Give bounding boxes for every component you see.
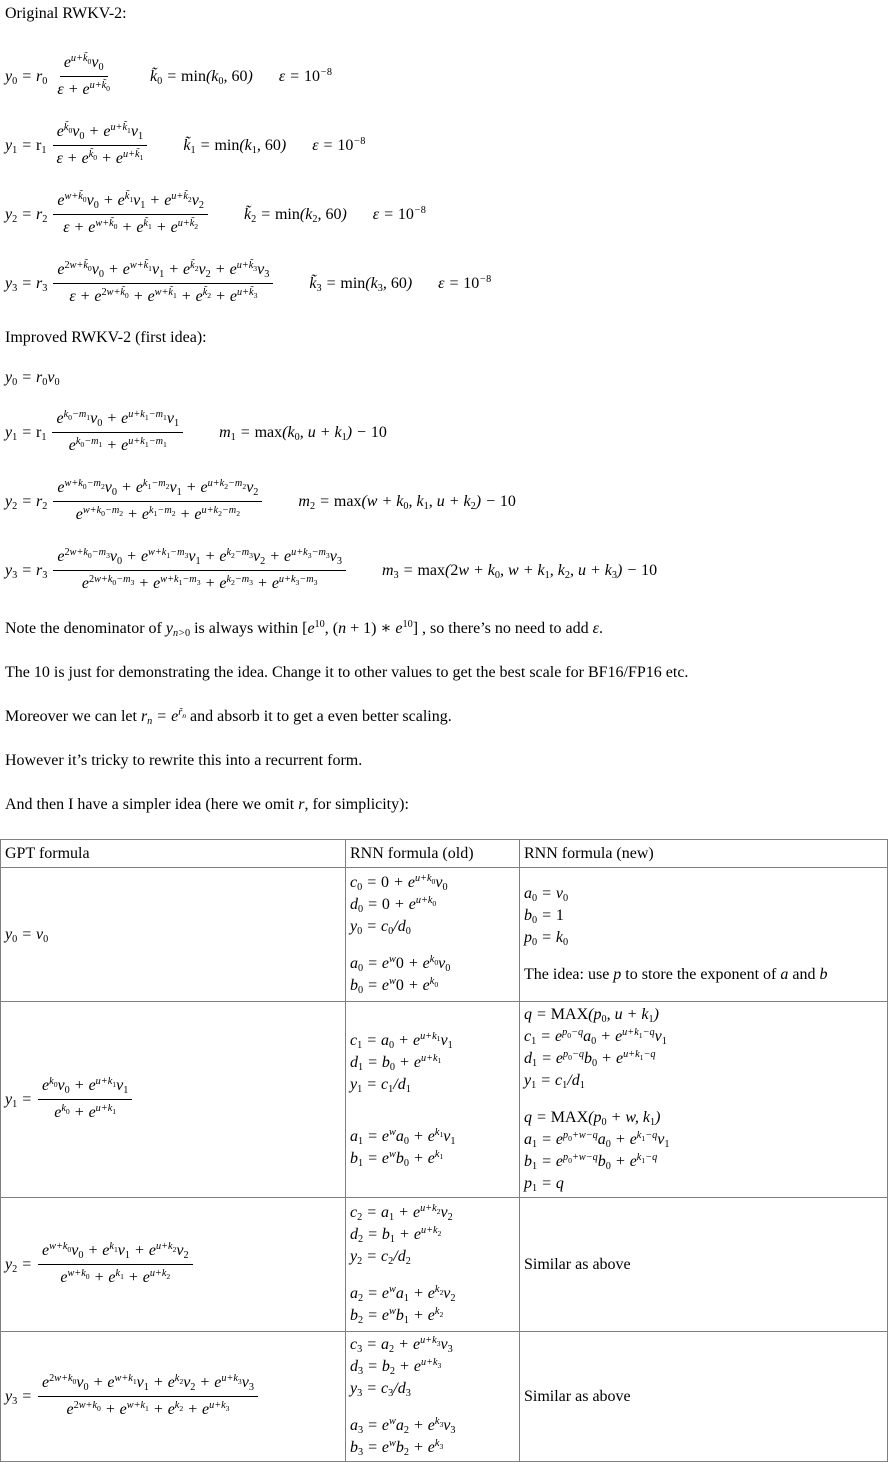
equation-line — [524, 927, 883, 949]
equation-line — [350, 872, 515, 894]
fraction — [53, 259, 273, 308]
column-header-2: RNN formula (old) — [346, 840, 520, 868]
math-segment: k̃2 = min(k2, 60) — [243, 205, 347, 225]
fraction-numerator: $e^{w+k_0}v0 + e^{k_1}v1 + e^{u+k_2}v2$ — [38, 1240, 193, 1265]
equation-line — [524, 1129, 883, 1151]
math-segment: p0 = k0 — [524, 929, 569, 949]
math-segment: $d1 = e^{p_0-q}b0 + e^{u+k_1-q}$ — [524, 1049, 656, 1070]
equation-line — [350, 1202, 515, 1224]
math-segment: y0 = c0/d0 — [350, 918, 411, 938]
math-segment: $a3 = e^wa2 + e^{k_3}v3$ — [350, 1416, 456, 1437]
math-segment: $b3 = e^wb2 + e^{k_3}$ — [350, 1438, 444, 1459]
math-segment: $b1 = e^wb0 + e^{k_1}$ — [350, 1148, 444, 1169]
math-segment: k̃0 = min(k0, 60) — [150, 67, 253, 87]
fraction — [52, 408, 183, 457]
original-formula-y2 — [5, 190, 888, 239]
fraction — [53, 52, 114, 101]
equation-line — [5, 924, 341, 946]
section-heading-improved: Improved RWKV-2 (first idea): — [5, 329, 207, 346]
table-header-row — [1, 840, 888, 868]
equation-line — [350, 938, 515, 953]
equation-line — [524, 1386, 883, 1408]
fraction-numerator: $e^{k_0-m_1}v0 + e^{u+k_1-m_1}v1$ — [52, 408, 183, 433]
equation-line — [350, 1111, 515, 1126]
table-head — [1, 840, 888, 868]
equation-line — [524, 905, 883, 927]
table-body — [1, 868, 888, 1462]
equation-line — [524, 1151, 883, 1173]
cell-row1-new — [520, 868, 888, 1002]
fraction-denominator: $e^{k_0-m_1} + e^{u+k_1-m_1}$ — [68, 436, 167, 454]
math-segment: $\varepsilon = 10^{-8}$ — [312, 135, 366, 154]
equation-line — [524, 1173, 883, 1195]
math-segment: $a1 = e^{p_0+w-q}a0 + e^{k_1-q}v1$ — [524, 1130, 670, 1151]
math-segment: y0 = r0 — [5, 67, 48, 87]
original-formula-y3 — [5, 259, 888, 308]
math-segment: k̃1 = min(k1, 60) — [183, 136, 287, 156]
equation-line — [350, 1415, 515, 1437]
improved-formula-y3 — [5, 546, 888, 595]
math-segment: The idea: use p to store the exponent of a and b — [524, 966, 828, 983]
table-row-4 — [1, 1332, 888, 1462]
cell-row4-gpt — [1, 1332, 346, 1462]
fraction-numerator: $e^{2w+k_0}v0 + e^{w+k_1}v1 + e^{k_2}v2 + e^{u+k_3}v3$ — [38, 1372, 258, 1397]
math-segment: $a1 = e^wa0 + e^{k_1}v1$ — [350, 1126, 456, 1147]
fraction-denominator: $e^{2w+k_0} + e^{w+k_1} + e^{k_2} + e^{u+k_3}$ — [66, 1400, 230, 1418]
fraction-denominator: $\varepsilon + e^{u+k̃_0}$ — [57, 80, 111, 98]
cell-row1-old — [346, 868, 520, 1002]
math-segment: m3 = max(2w + k0, w + k1, k2, u + k3) − 10 — [381, 561, 658, 581]
fraction-denominator: $\varepsilon + e^{k̃_0} + e^{u+k̃_1}$ — [56, 149, 144, 167]
fraction — [53, 190, 208, 239]
equation-line — [350, 1400, 515, 1415]
cell-row1-gpt — [1, 868, 346, 1002]
fraction — [38, 1075, 132, 1124]
math-segment: y0 = r0v0 — [5, 369, 60, 389]
fraction — [53, 546, 346, 595]
equation-line — [350, 1283, 515, 1305]
fraction-denominator: $e^{2w+k_0-m_3} + e^{w+k_1-m_3} + e^{k_2-m_3} + e^{u+k_3-m_3}$ — [81, 574, 318, 592]
cell-row4-old — [346, 1332, 520, 1462]
equation-line — [524, 1070, 883, 1092]
equation-line — [350, 916, 515, 938]
equation-line — [350, 953, 515, 975]
equation-line — [524, 1004, 883, 1026]
note-2: The 10 is just for demonstrating the idea. Change it to other values to get the best scale for BF16/FP16 etc. — [5, 664, 689, 681]
equation-line — [350, 1096, 515, 1111]
equation-line — [524, 1026, 883, 1048]
fraction-numerator: $e^{2w+k_0-m_3}v0 + e^{w+k_1-m_3}v1 + e^{k_2-m_3}v2 + e^{u+k_3-m_3}v3$ — [53, 546, 346, 571]
formula-comparison-table — [0, 839, 888, 1462]
math-segment: m2 = max(w + k0, k1, u + k2) − 10 — [298, 492, 516, 512]
equation-line — [350, 1148, 515, 1170]
fraction — [38, 1372, 258, 1421]
improved-formula-y0 — [5, 368, 888, 388]
equation-line — [350, 1246, 515, 1268]
math-segment: $d2 = b1 + e^{u+k_2}$ — [350, 1225, 442, 1246]
math-segment: b0 = 1 — [524, 907, 564, 927]
original-formula-y0 — [5, 52, 888, 101]
original-formula-list — [0, 52, 888, 308]
note-4: However it’s tricky to rewrite this into a recurrent form. — [5, 752, 363, 769]
fraction-numerator: $e^{k_0}v0 + e^{u+k_1}v1$ — [38, 1075, 132, 1100]
fraction-numerator: $e^{w+k̃_0}v0 + e^{k̃_1}v1 + e^{u+k̃_2}v2$ — [53, 190, 208, 215]
fraction — [38, 1240, 193, 1289]
equation-line — [350, 1378, 515, 1400]
table-row-2 — [1, 1002, 888, 1198]
math-segment: $a0 = e^w0 + e^{k_0}v0$ — [350, 954, 451, 975]
math-segment: $c1 = a0 + e^{u+k_1}v1$ — [350, 1030, 453, 1051]
equation-line — [350, 1074, 515, 1096]
math-segment: y1 = r1 — [5, 136, 47, 156]
fraction-denominator: $e^{k_0} + e^{u+k_1}$ — [54, 1103, 117, 1121]
notes-block — [0, 619, 888, 815]
math-segment: $a2 = e^wa1 + e^{k_2}v2$ — [350, 1284, 456, 1305]
cell-row2-gpt — [1, 1002, 346, 1198]
equation-line — [5, 1372, 341, 1421]
math-segment: $c3 = a2 + e^{u+k_3}v3$ — [350, 1335, 453, 1356]
math-segment: y0 = v0 — [5, 925, 49, 945]
math-segment: y2 = r2 — [5, 205, 48, 225]
equation-line — [350, 975, 515, 997]
math-segment: $b2 = e^wb1 + e^{k_2}$ — [350, 1306, 444, 1327]
original-formula-y1 — [5, 121, 888, 170]
equation-line — [350, 1268, 515, 1283]
math-segment: $c2 = a1 + e^{u+k_2}v2$ — [350, 1203, 453, 1224]
equation-line — [350, 894, 515, 916]
fraction-numerator: $e^{2w+k̃_0}v0 + e^{w+k̃_1}v1 + e^{k̃_2}v2 + e^{u+k̃_3}v3$ — [53, 259, 273, 284]
math-segment: a0 = v0 — [524, 885, 569, 905]
equation-line — [5, 1240, 341, 1289]
fraction-denominator: $e^{w+k_0-m_2} + e^{k_1-m_2} + e^{u+k_2-m_2}$ — [75, 505, 241, 523]
cell-row2-old — [346, 1002, 520, 1198]
equation-line — [350, 1052, 515, 1074]
equation-line — [350, 1126, 515, 1148]
math-segment: $b1 = e^{p_0+w-q}b0 + e^{k_1-q}$ — [524, 1152, 658, 1173]
table-row-3 — [1, 1198, 888, 1332]
math-segment: y2 = c2/d2 — [350, 1248, 411, 1268]
cell-row4-new — [520, 1332, 888, 1462]
equation-line — [524, 883, 883, 905]
table-row-1 — [1, 868, 888, 1002]
math-segment: $c1 = e^{p_0-q}a0 + e^{u+k_1-q}v1$ — [524, 1027, 667, 1048]
cell-row3-new — [520, 1198, 888, 1332]
fraction-denominator: $\varepsilon + e^{w+k̃_0} + e^{k̃_1} + e^{u+k̃_2}$ — [63, 218, 199, 236]
equation-line — [350, 1334, 515, 1356]
math-segment: y1 = — [5, 1090, 33, 1110]
cell-row2-new — [520, 1002, 888, 1198]
fraction-numerator: $e^{u+k̃_0}v0$ — [60, 52, 108, 77]
math-segment: Similar as above — [524, 1255, 631, 1273]
note-5: And then I have a simpler idea (here we omit r, for simplicity): — [5, 796, 409, 813]
math-segment: $b0 = e^w0 + e^{k_0}$ — [350, 976, 439, 997]
fraction-denominator: $\varepsilon + e^{2w+k̃_0} + e^{w+k̃_1} + e^{k̃_2} + e^{u+k̃_3}$ — [69, 287, 258, 305]
math-segment: y2 = r2 — [5, 492, 48, 512]
equation-line — [5, 1075, 341, 1124]
equation-line — [524, 1092, 883, 1107]
math-segment: y1 = c1/d1 — [350, 1075, 411, 1095]
math-segment: y3 = r3 — [5, 561, 48, 581]
math-segment: y2 = — [5, 1255, 33, 1275]
math-segment: $\varepsilon = 10^{-8}$ — [372, 204, 426, 223]
equation-line — [524, 949, 883, 964]
equation-line — [524, 964, 883, 986]
math-segment: $\varepsilon = 10^{-8}$ — [438, 273, 492, 292]
math-segment: $d3 = b2 + e^{u+k_3}$ — [350, 1357, 442, 1378]
equation-line — [524, 1107, 883, 1129]
math-segment: p1 = q — [524, 1175, 564, 1195]
equation-line — [350, 1305, 515, 1327]
note-1: Note the denominator of yn>0 is always within [$e^{10}$, (n + 1) ∗ $e^{10}$] , so there’s no need to add ε. — [5, 619, 603, 640]
cell-row3-gpt — [1, 1198, 346, 1332]
column-header-1: GPT formula — [1, 840, 346, 868]
improved-formula-list — [0, 368, 888, 595]
fraction-denominator: $e^{w+k_0} + e^{k_1} + e^{u+k_2}$ — [60, 1268, 171, 1286]
section-heading-original: Original RWKV-2: — [5, 5, 127, 22]
math-segment: y3 = r3 — [5, 274, 48, 294]
column-header-3: RNN formula (new) — [520, 840, 888, 868]
fraction-numerator: $e^{w+k_0-m_2}v0 + e^{k_1-m_2}v1 + e^{u+k_2-m_2}v2$ — [53, 477, 262, 502]
equation-line — [350, 1224, 515, 1246]
equation-line — [350, 1356, 515, 1378]
fraction — [53, 477, 262, 526]
math-segment: y1 = r1 — [5, 423, 47, 443]
cell-row3-old — [346, 1198, 520, 1332]
math-segment: y3 = — [5, 1387, 33, 1407]
equation-line — [350, 1437, 515, 1459]
math-segment: m1 = max(k0, u + k1) − 10 — [219, 423, 387, 443]
math-segment: $d0 = 0 + e^{u+k_0}$ — [350, 895, 437, 916]
equation-line — [524, 1048, 883, 1070]
note-3: Moreover we can let rn = $e^{r̃_n}$ and absorb it to get a even better scaling. — [5, 707, 452, 728]
math-segment: $c0 = 0 + e^{u+k_0}v0$ — [350, 873, 448, 894]
math-segment: y3 = c3/d3 — [350, 1380, 411, 1400]
fraction — [52, 121, 147, 170]
improved-formula-y1 — [5, 408, 888, 457]
equation-line — [350, 1030, 515, 1052]
math-segment: q = MAX(p0, u + k1) — [524, 1006, 659, 1026]
math-segment: q = MAX(p0 + w, k1) — [524, 1109, 661, 1129]
improved-formula-y2 — [5, 477, 888, 526]
math-segment: k̃3 = min(k3, 60) — [309, 274, 413, 294]
equation-line — [524, 1254, 883, 1276]
math-segment: Similar as above — [524, 1387, 631, 1405]
fraction-numerator: $e^{k̃_0}v0 + e^{u+k̃_1}v1$ — [53, 121, 147, 146]
math-segment: $\varepsilon = 10^{-8}$ — [278, 66, 332, 85]
math-segment: $d1 = b0 + e^{u+k_1}$ — [350, 1052, 442, 1073]
math-segment: y1 = c1/d1 — [524, 1072, 585, 1092]
